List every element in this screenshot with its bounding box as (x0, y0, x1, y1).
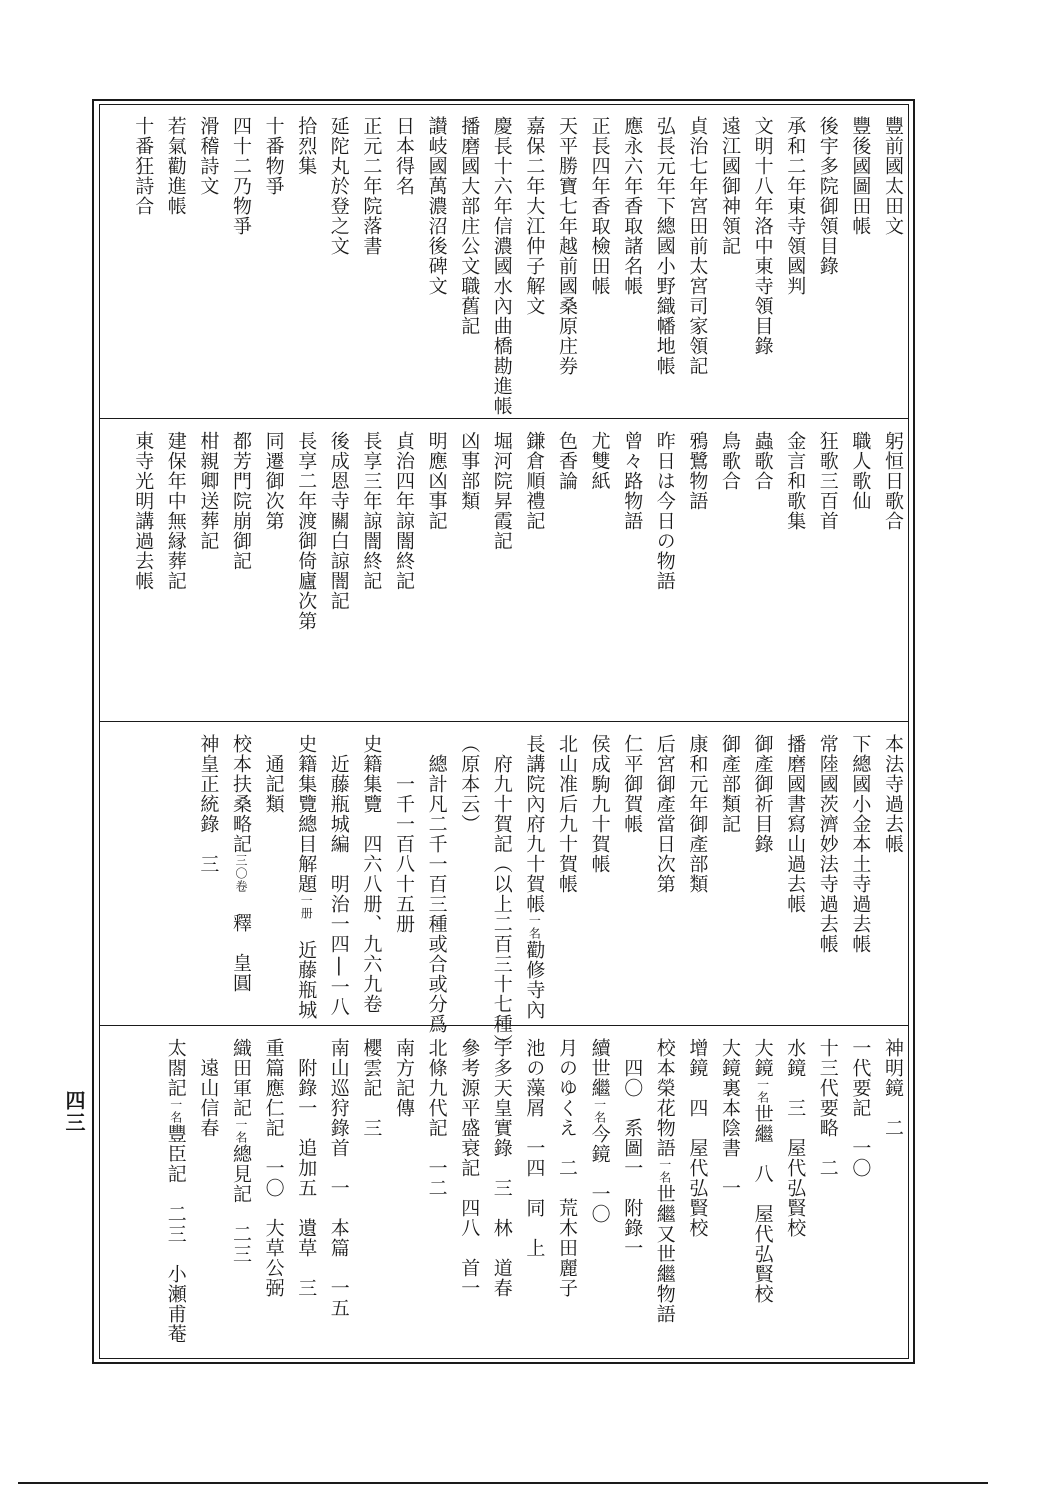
entry-detail: 林 道春 (490, 1198, 513, 1298)
entry-title: 尤雙紙 (588, 431, 611, 491)
catalog-entry (131, 431, 154, 591)
catalog-entry (653, 734, 676, 894)
entry-title: 十番物爭 (262, 116, 285, 196)
entry-detail: 世繼又世繼物語 (653, 1184, 676, 1324)
catalog-entry (457, 116, 480, 336)
catalog-entry (392, 116, 415, 196)
catalog-entry (848, 116, 871, 236)
catalog-entry (392, 734, 415, 934)
catalog-entry (359, 1038, 382, 1138)
catalog-entry (522, 1038, 545, 1258)
entry-title: 康和元年御產部類 (686, 734, 709, 894)
entry-title: 後宇多院御領目錄 (816, 116, 839, 276)
catalog-entry (783, 1038, 806, 1238)
catalog-entry (848, 1038, 871, 1178)
catalog-entry (229, 116, 252, 236)
entry-title: 文明十八年洛中東寺領目錄 (751, 116, 774, 356)
catalog-entry (392, 1038, 415, 1118)
entry-title: 播磨國書寫山過去帳 (784, 734, 807, 914)
entry-title: 下總國小金本土寺過去帳 (849, 734, 872, 954)
entry-detail: 近藤瓶城 (295, 920, 318, 1020)
catalog-entry (555, 116, 578, 376)
entry-title: 侯成駒九十賀帳 (588, 734, 611, 874)
catalog-entry (457, 431, 480, 511)
entry-title: 校本扶桑略記 (230, 734, 252, 854)
entry-title: 一千一百八十五册 (393, 734, 415, 934)
catalog-entry (848, 734, 871, 954)
catalog-entry (425, 1038, 448, 1198)
catalog-entry (751, 116, 774, 356)
catalog-tier-2 (100, 419, 908, 721)
entry-title: 若氣勸進帳 (164, 116, 187, 216)
entry-detail: 勸修寺內 (523, 940, 546, 1020)
catalog-entry (620, 431, 643, 531)
entry-title: 月のゆくえ 二 (556, 1038, 578, 1178)
entry-title: 凶事部類 (458, 431, 481, 511)
entry-title: 通記類 (262, 734, 285, 814)
entry-title: 南方記傳 (393, 1038, 415, 1118)
catalog-entry (490, 116, 513, 416)
catalog-entry (425, 116, 448, 296)
entry-title: 鳥歌合 (719, 431, 741, 491)
page-number: 四三 (62, 1090, 86, 1134)
catalog-entry (229, 431, 252, 571)
entry-title: 神明鏡 二 (882, 1038, 904, 1138)
catalog-entry (588, 1038, 611, 1224)
catalog-entry (262, 1038, 285, 1298)
catalog-entry (490, 734, 513, 1054)
entry-title: 御產御祈目錄 (751, 734, 774, 854)
entry-title: 播磨國大部庄公文職舊記 (458, 116, 481, 336)
catalog-entry (620, 1038, 643, 1258)
entry-note: 一名 (527, 914, 542, 940)
entry-detail: 荒木田麗子 (556, 1178, 578, 1298)
entry-title: 遠江國御神領記 (719, 116, 741, 256)
catalog-entry (327, 1038, 350, 1318)
entry-title: 躬恒日歌合 (882, 431, 904, 531)
entry-title: 織田軍記 (230, 1038, 252, 1118)
catalog-entry (881, 116, 904, 236)
catalog-entry (555, 431, 578, 491)
catalog-entry (359, 116, 382, 256)
entry-title: 府九十賀記 (490, 734, 513, 854)
entry-title: 池の藻屑 一四 (523, 1038, 546, 1178)
entry-title: 南山巡狩錄首 一 本篇 一五 (327, 1038, 350, 1318)
entry-title: 長享二年渡御倚廬次第 (295, 431, 318, 631)
entry-title: 神皇正統錄 三 (197, 734, 220, 874)
catalog-entry (522, 734, 545, 1020)
entry-detail: 同 上 (523, 1178, 546, 1258)
entry-title: 滑稽詩文 (197, 116, 220, 196)
entry-title: 蟲歌合 (751, 431, 774, 491)
catalog-entry (718, 1038, 741, 1198)
entry-title: 貞治七年宮田前太宮司家領記 (686, 116, 709, 376)
catalog-entry (783, 431, 806, 531)
entry-title: 北山准后九十賀帳 (556, 734, 578, 894)
catalog-entry (685, 1038, 708, 1238)
entry-title: 櫻雲記 三 (360, 1038, 383, 1138)
entry-title: 仁平御賀帳 (621, 734, 644, 834)
entry-title: 東寺光明講過去帳 (132, 431, 155, 591)
catalog-entry (718, 116, 741, 256)
catalog-entry (522, 431, 545, 531)
entry-detail: 四六八册、九六九卷 (360, 814, 383, 1014)
entry-detail: 屋代弘賢校 (686, 1118, 709, 1238)
catalog-entry (457, 734, 480, 834)
entry-title: 史籍集覽 (360, 734, 383, 814)
entry-note: 一名 (168, 1098, 183, 1124)
catalog-entry (783, 734, 806, 914)
entry-title: 職人歌仙 (849, 431, 872, 511)
entry-title: 近藤瓶城編 明治一四|一八 (327, 734, 350, 1017)
entry-title: 慶長十六年信濃國水內曲橋勘進帳 (490, 116, 513, 416)
entry-title: 拾烈集 (295, 116, 318, 176)
catalog-tier-4 (100, 1026, 908, 1359)
catalog-entry (816, 734, 839, 954)
entry-detail: 遠山信春 (197, 1038, 220, 1138)
entry-title: 讃岐國萬濃沼後碑文 (425, 116, 448, 296)
catalog-tier-1 (100, 104, 908, 418)
entry-title: 正元二年院落書 (360, 116, 383, 256)
entry-title: 金言和歌集 (784, 431, 807, 531)
page-bottom-rule (18, 1482, 988, 1484)
catalog-entry (294, 431, 317, 631)
catalog-entry (425, 734, 448, 1034)
catalog-entry (164, 431, 187, 591)
entry-title: （原本云） (458, 734, 481, 834)
entry-note: 一名 (592, 1098, 607, 1124)
entry-title: 鎌倉順禮記 (523, 431, 546, 531)
entry-title: 正長四年香取檢田帳 (588, 116, 611, 296)
entry-title: 四十二乃物爭 (230, 116, 252, 236)
catalog-entry (653, 116, 676, 376)
catalog-entry (196, 734, 219, 874)
catalog-entry (490, 1038, 513, 1298)
entry-title: 附錄一 追加五 遺草 三 (295, 1038, 318, 1298)
catalog-entry (653, 1038, 676, 1324)
entry-title: 常陸國茨濟妙法寺過去帳 (816, 734, 839, 954)
entry-title: 豐後國圖田帳 (849, 116, 872, 236)
entry-title: 大鏡裏本陰書 一 (719, 1038, 741, 1198)
entry-title: 建保年中無縁葬記 (164, 431, 187, 591)
catalog-entry (816, 116, 839, 276)
entry-note: 三〇卷 (234, 854, 248, 893)
entry-detail: （以上二百三十七種） (490, 854, 513, 1054)
entry-title: 明應凶事記 (425, 431, 448, 531)
catalog-entry (620, 116, 643, 296)
catalog-entry (392, 431, 415, 591)
entry-note: 一册 (299, 894, 314, 920)
catalog-entry (685, 734, 708, 894)
catalog-entry (588, 116, 611, 296)
entry-title: 御產部類記 (719, 734, 741, 834)
entry-title: 鴉鷺物語 (686, 431, 709, 511)
entry-title: 十三代要略 二 (816, 1038, 839, 1178)
entry-title: 大鏡 (751, 1038, 774, 1078)
catalog-entry (685, 431, 708, 511)
catalog-entry (848, 431, 871, 511)
catalog-entry (751, 431, 774, 491)
catalog-entry (327, 431, 350, 611)
entry-title: 同遷御次第 (262, 431, 285, 531)
entry-title: 史籍集覽總目解題 (295, 734, 318, 894)
catalog-entry (294, 1038, 317, 1298)
entry-title: 都芳門院崩御記 (230, 431, 252, 571)
catalog-entry (294, 734, 317, 1020)
entry-detail: 今鏡 一〇 (588, 1124, 611, 1224)
entry-detail: 屋代弘賢校 (784, 1118, 807, 1238)
entry-title: 四〇 系圖一 附錄一 (621, 1038, 644, 1258)
catalog-entry (718, 431, 741, 491)
entry-detail: 總見記 二三 (230, 1144, 252, 1264)
entry-title: 北條九代記 一二 (425, 1038, 448, 1198)
entry-title: 增鏡 四 (686, 1038, 709, 1118)
entry-title: 一代要記 一〇 (849, 1038, 872, 1178)
catalog-entry (196, 431, 219, 551)
catalog-entry (359, 431, 382, 591)
entry-title: 后宮御產當日次第 (653, 734, 676, 894)
entry-detail: 大草公弼 (262, 1198, 285, 1298)
entry-title: 日本得名 (393, 116, 415, 196)
entry-title: 總計凡二千一百三種或合或分爲 (425, 734, 448, 1034)
catalog-entry (262, 734, 285, 814)
entry-title: 貞治四年諒闇終記 (393, 431, 415, 591)
entry-title: 校本榮花物語 (653, 1038, 676, 1158)
catalog-entry (881, 734, 904, 854)
catalog-entry (131, 116, 154, 216)
entry-title: 狂歌三百首 (816, 431, 839, 531)
catalog-entry (327, 734, 350, 1017)
entry-title: 參考源平盛衰記 四八 首一 (458, 1038, 481, 1298)
entry-title: 柑親卿送葬記 (197, 431, 220, 551)
entry-title: 堀河院昇霞記 (490, 431, 513, 551)
entry-title: 曾々路物語 (621, 431, 644, 531)
entry-detail: 世繼 八 屋代弘賢校 (751, 1104, 774, 1304)
catalog-entry (881, 1038, 904, 1138)
catalog-entry (751, 734, 774, 854)
entry-note: 一名 (234, 1118, 248, 1144)
catalog-entry (555, 734, 578, 894)
catalog-entry (685, 116, 708, 376)
catalog-entry (490, 431, 513, 551)
catalog-entry (196, 116, 219, 196)
entry-title: 應永六年香取諸名帳 (621, 116, 644, 296)
entry-title: 本法寺過去帳 (882, 734, 904, 854)
entry-title: 水鏡 三 (784, 1038, 807, 1118)
entry-title: 後成恩寺關白諒闇記 (327, 431, 350, 611)
catalog-entry (718, 734, 741, 834)
catalog-entry (164, 1038, 187, 1344)
catalog-entry (751, 1038, 774, 1304)
catalog-entry (588, 734, 611, 874)
entry-title: 昨日は今日の物語 (653, 431, 676, 591)
catalog-entry (164, 116, 187, 216)
catalog-entry (327, 116, 350, 256)
catalog-entry (816, 1038, 839, 1178)
entry-detail: 豐臣記 二三 小瀬甫菴 (164, 1124, 187, 1344)
catalog-entry (881, 431, 904, 531)
entry-note: 一名 (657, 1158, 672, 1184)
entry-title: 嘉保二年大江仲子解文 (523, 116, 546, 316)
catalog-entry (359, 734, 382, 1014)
entry-title: 十番狂詩合 (132, 116, 155, 216)
entry-title: 延陀丸於登之文 (327, 116, 350, 256)
catalog-entry (653, 431, 676, 591)
catalog-entry (196, 1038, 219, 1138)
entry-note: 一名 (755, 1078, 770, 1104)
entry-title: 續世繼 (588, 1038, 611, 1098)
catalog-entry (522, 116, 545, 316)
catalog-entry (457, 1038, 480, 1298)
entry-title: 豐前國太田文 (882, 116, 904, 236)
entry-title: 色香論 (556, 431, 578, 491)
catalog-entry (229, 734, 252, 993)
catalog-entry (620, 734, 643, 834)
catalog-entry (229, 1038, 252, 1264)
catalog-entry (262, 431, 285, 531)
catalog-entry (555, 1038, 578, 1298)
catalog-entry (783, 116, 806, 296)
entry-title: 承和二年東寺領國判 (784, 116, 807, 296)
entry-detail: 釋 皇圓 (230, 893, 252, 993)
entry-title: 宇多天皇實錄 三 (490, 1038, 513, 1198)
catalog-entry (425, 431, 448, 531)
entry-title: 弘長元年下總國小野織幡地帳 (653, 116, 676, 376)
entry-title: 重篇應仁記 一〇 (262, 1038, 285, 1198)
entry-title: 太閤記 (164, 1038, 187, 1098)
catalog-entry (816, 431, 839, 531)
entry-title: 長享三年諒闇終記 (360, 431, 383, 591)
catalog-entry (294, 116, 317, 176)
entry-title: 天平勝寶七年越前國桑原庄券 (556, 116, 578, 376)
catalog-entry (588, 431, 611, 491)
catalog-tier-3 (100, 722, 908, 1054)
catalog-entry (262, 116, 285, 196)
entry-title: 長講院內府九十賀帳 (523, 734, 546, 914)
